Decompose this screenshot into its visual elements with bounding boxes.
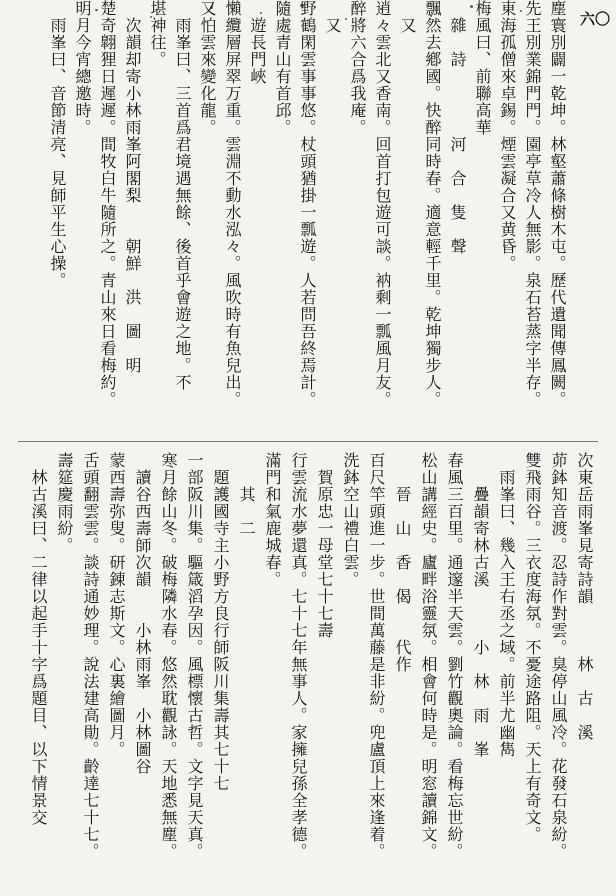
- text-column: 寒月餘山冬。破梅隣水春。悠然耽觀詠。天地悉無塵。: [159, 452, 178, 860]
- text-column: 洗鉢空山禮白雲。: [341, 452, 360, 588]
- text-column: 隨處青山有首邱。: [273, 0, 292, 136]
- text-column: 疊韻寄林古溪 小 林 雨 峯: [471, 452, 490, 758]
- text-column: 堪神往。: [148, 0, 167, 68]
- text-column: 遊長門峽: [248, 0, 267, 85]
- text-column: 東海孤僧來卓錫。煙雲凝合又黄昏。: [498, 0, 517, 272]
- text-column: 塵寰別闢一乾坤。林壑蕭條樹木屯。歷代遺聞傳鳳闕。: [548, 0, 567, 408]
- text-column: 春風三百里。通邃半天雲。劉竹觀奧論。看梅忘世紛。: [445, 452, 464, 860]
- text-column: 雨峯曰、三首爲君境遇無餘、後首乎會遊之地。不: [173, 0, 192, 391]
- page-number: 六〇: [580, 10, 611, 28]
- text-column: 晉 山 香 偈 代作: [393, 452, 412, 673]
- text-column: 又怕雲來變化龍。: [198, 0, 217, 136]
- text-column: 讀谷西壽師次韻 小林雨峯 小林圖谷: [133, 452, 152, 775]
- text-column: 飄然去鄕國。快醉同時春。適意輕千里。乾坤獨步人。: [423, 0, 442, 408]
- text-column: 野鶴閑雲事事悠。杖頭猶掛一瓢遊。人若問吾終焉計。: [298, 0, 317, 408]
- text-column: 梅風曰、前聯高華: [473, 0, 492, 136]
- text-column: 其 二: [237, 452, 256, 537]
- text-column: 雨峯曰、音節清亮、見師平生心操。: [48, 0, 67, 289]
- upper-text-block: [0, 0, 616, 440]
- text-column: 賀原忠一母堂七十七壽: [315, 452, 334, 639]
- text-column: 又: [323, 0, 342, 34]
- text-column: 壽筵慶雨紛。: [55, 452, 74, 554]
- text-column: 次東岳雨峯見寄詩韻 林 古 溪: [575, 452, 594, 741]
- text-column: 又: [398, 0, 417, 34]
- text-column: 百尺竿頭進一步。世間萬藤是非紛。兜盧頂上來逢着。: [367, 452, 386, 860]
- text-column: 行雲流水夢還真。七十七年無事人。家擁兒孫全孝德。: [289, 452, 308, 860]
- text-column: 林古溪曰、二律以起手十字爲題目、以下情景交: [29, 452, 48, 826]
- text-column: 松山講經史。廬畔浴靈氛。相會何時是。明窓讀錦文。: [419, 452, 438, 860]
- text-column: 次韻却寄小林雨峯阿閣梨 朝鮮 洪 圖 明: [123, 0, 142, 374]
- text-column: 一部阪川集。驅箴滔孕因。風標懷古哲。文字見天真。: [185, 452, 204, 860]
- text-column: 醉將六合爲我庵。: [348, 0, 367, 136]
- text-column: 先王別業錦門門。園亭草冷人無影。泉石苔蒸字半存。: [523, 0, 542, 408]
- text-column: 蒙西壽弥叟。研錬志斯文。心裏繪圖月。: [107, 452, 126, 758]
- text-column: 雨峯曰、幾入王右丞之域。前半尤幽雋: [497, 452, 516, 758]
- text-column: 懶纜層屏翠万重。雲淵不動水泓々。風吹時有魚兒出。: [223, 0, 242, 408]
- text-column: 明月今宵總邀時。: [73, 0, 92, 136]
- text-column: 楚奇翺狸日遲遲。間牧白牛隨所之。青山來日看梅約。: [98, 0, 117, 408]
- text-column: 逍々雲北又香南。回首打包遊可談。衲剩一瓢風月友。: [373, 0, 392, 408]
- text-column: 雙飛雨谷。三衣度海氛。不憂途路阻。天上有奇文。: [523, 452, 542, 843]
- text-column: 舌頭翻雲雲。談詩通妙理。說法建高勛。齡達七十七。: [81, 452, 100, 860]
- section-divider: [18, 441, 598, 442]
- text-column: 滿門和氣鹿城春。: [263, 452, 282, 588]
- lower-text-block: [0, 452, 616, 892]
- text-column: 茆鉢知音渡。忍詩作對雲。臭停山風冷。花發石泉紛。: [549, 452, 568, 860]
- text-column: 題護國寺主小野方良行師阪川集壽其七十七: [211, 452, 230, 792]
- text-column: 雜 詩 河 合 隻 聲: [448, 0, 467, 255]
